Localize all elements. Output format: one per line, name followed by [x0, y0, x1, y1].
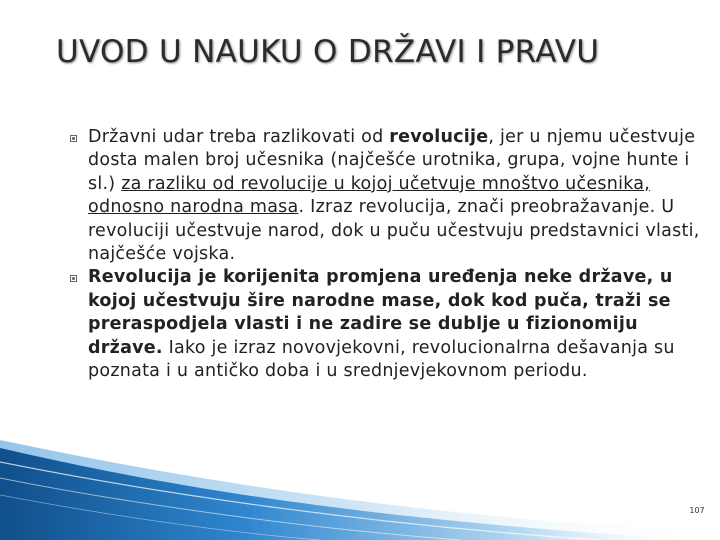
slide-title: UVOD U NAUKU O DRŽAVI I PRAVU	[56, 34, 600, 70]
bullet-text: , jer u njemu učestvuje dosta malen broj učesnika (najčešće urotnika, grupa, vojne hunte i sl.)	[88, 127, 696, 194]
bullet-underlined-text: za razliku od revolucije u kojoj učetvuje mnoštvo učesnika, odnosno narodna masa	[88, 173, 651, 218]
bullet-keyword: revolucije	[389, 127, 489, 147]
bullet-bold-text: Revolucija je korijenita promjena uređenja neke države, u kojoj učestvuju šire narodne mase, dok kod puča, traži se preraspodjela vlasti i ne zadire se dublje u fizionomiju države.	[88, 267, 673, 358]
bullet-list	[70, 126, 700, 383]
bullet-text: Iako je izraz novovjekovni, revolucionalrna dešavanja su poznata i u antičko doba i u srednjevjekovnom periodu.	[88, 337, 675, 382]
bullet-text: Državni udar treba razlikovati od	[88, 127, 390, 147]
decorative-wave-graphic	[0, 440, 720, 540]
square-bullet-icon	[70, 275, 77, 282]
square-bullet-icon	[70, 135, 77, 142]
bullet-text: . Izraz revolucija, znači preobražavanje. U revoluciji učestvuje narod, dok u puču učestvuju predstavnici vlasti, najčešće vojska.	[88, 197, 700, 265]
bullet-item	[70, 126, 700, 266]
bullet-item	[70, 266, 700, 383]
page-number: 107	[689, 506, 705, 515]
